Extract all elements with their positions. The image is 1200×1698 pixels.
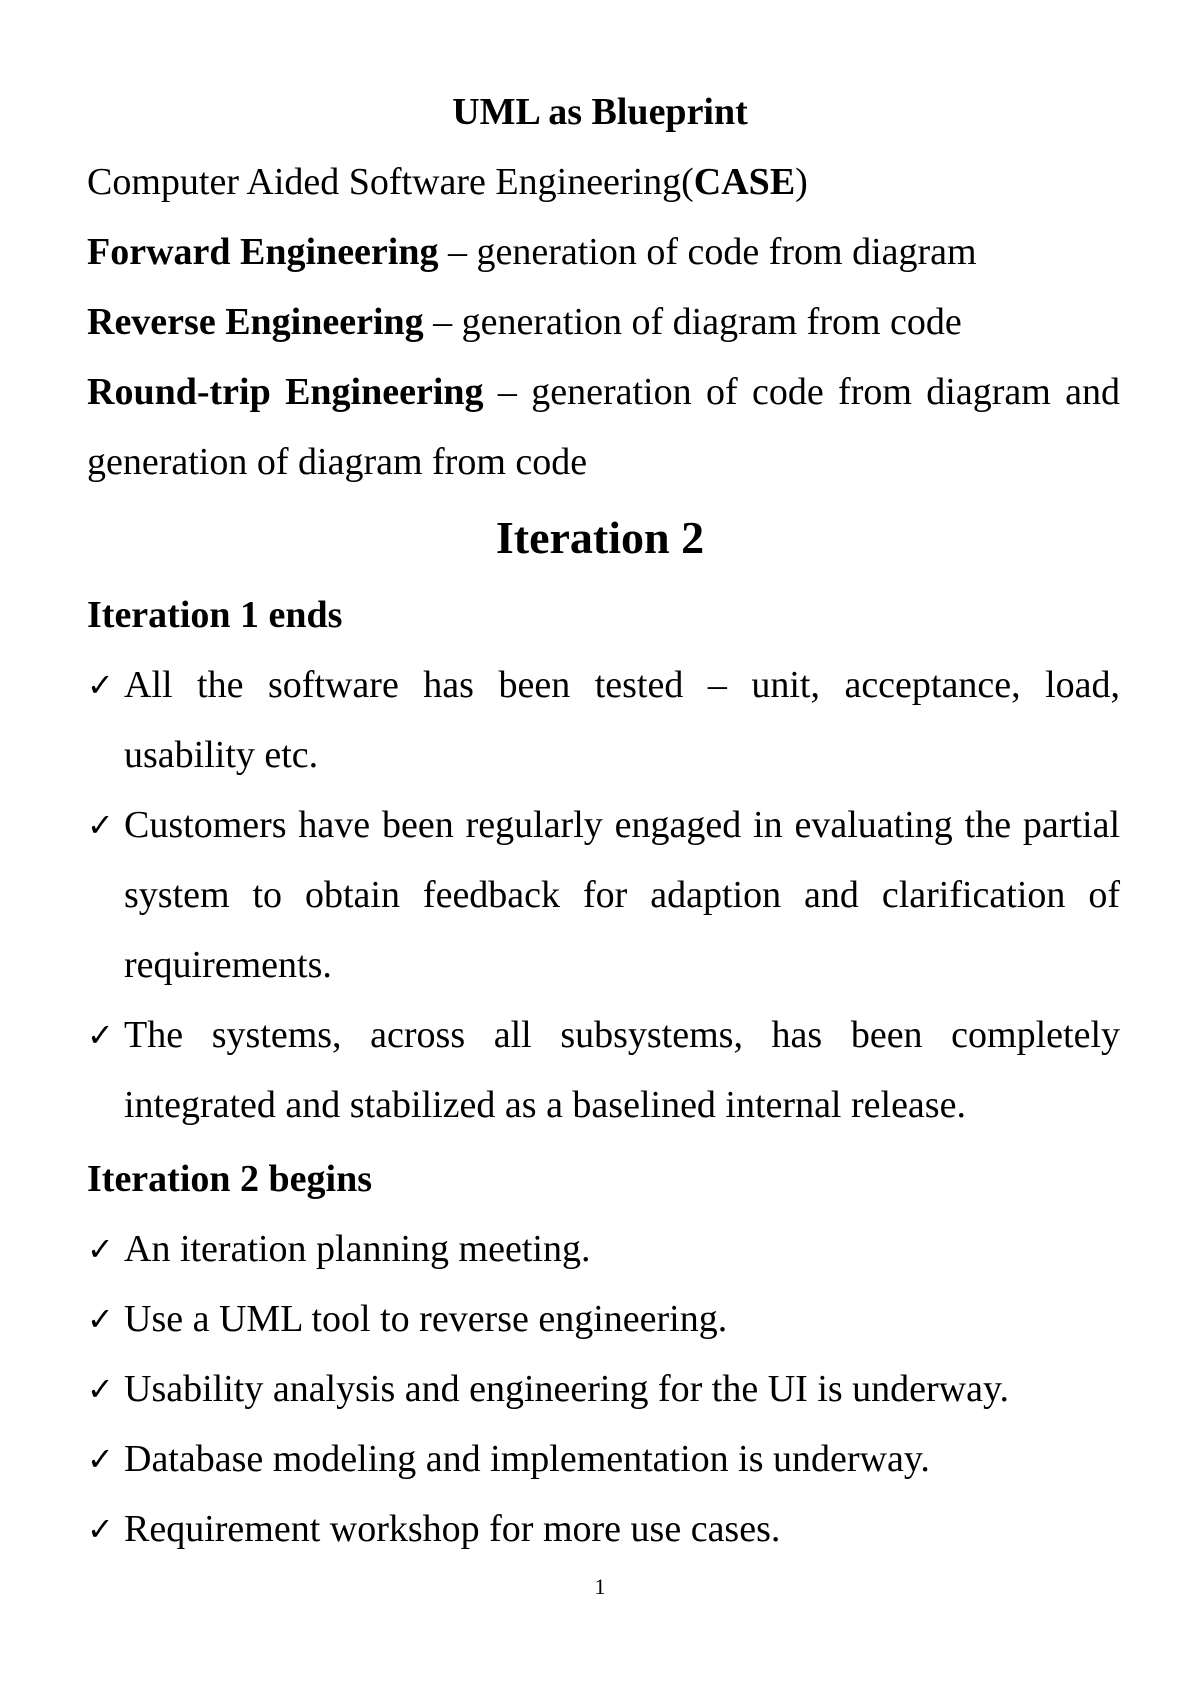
list-item xyxy=(87,1424,1120,1494)
definition-text: – generation of code from diagram xyxy=(438,231,977,273)
case-line-suffix: ) xyxy=(795,161,808,203)
section-title: Iteration 2 xyxy=(495,512,705,563)
page-number: 1 xyxy=(594,1574,606,1599)
checkmark-icon: ✓ xyxy=(87,666,114,704)
checkmark-icon: ✓ xyxy=(87,1370,114,1408)
definition-text: – generation of code from diagram and generation of diagram from code xyxy=(87,371,1120,483)
definition-term: Round-trip Engineering xyxy=(87,371,484,413)
checkmark-icon: ✓ xyxy=(87,1016,114,1054)
list-item-text: Requirement workshop for more use cases. xyxy=(124,1508,781,1550)
list-item xyxy=(87,1214,1120,1284)
definition-term: Reverse Engineering xyxy=(87,301,424,343)
case-line-prefix: Computer Aided Software Engineering( xyxy=(87,161,694,203)
list-item xyxy=(87,650,1120,790)
list-item-text: All the software has been tested – unit, acceptance, load, usability etc. xyxy=(124,664,1120,776)
list-item xyxy=(87,790,1120,1000)
definition-reverse xyxy=(87,287,1120,357)
list-item xyxy=(87,1284,1120,1354)
case-acronym: CASE xyxy=(693,161,796,203)
list-item-text: Use a UML tool to reverse engineering. xyxy=(124,1298,728,1340)
list-item-text: Customers have been regularly engaged in evaluating the partial system to obtain feedback for adaption and clarification of requirements. xyxy=(124,804,1120,986)
list-item-text: Usability analysis and engineering for the UI is underway. xyxy=(124,1368,1010,1410)
list-item-text: Database modeling and implementation is underway. xyxy=(124,1438,930,1480)
definition-text: – generation of diagram from code xyxy=(423,301,962,343)
checkmark-icon: ✓ xyxy=(87,1440,114,1478)
list-item-text: An iteration planning meeting. xyxy=(124,1228,591,1270)
document-title: UML as Blueprint xyxy=(452,91,748,133)
definition-round-trip xyxy=(87,357,1120,497)
definition-term: Forward Engineering xyxy=(87,231,439,273)
list-item xyxy=(87,1354,1120,1424)
checkmark-icon: ✓ xyxy=(87,806,114,844)
case-line xyxy=(87,147,1120,217)
checkmark-icon: ✓ xyxy=(87,1300,114,1338)
checkmark-icon: ✓ xyxy=(87,1230,114,1268)
iteration1-heading: Iteration 1 ends xyxy=(87,594,343,636)
iteration2-heading: Iteration 2 begins xyxy=(87,1158,372,1200)
list-item xyxy=(87,1494,1120,1564)
list-item xyxy=(87,1000,1120,1140)
definition-forward xyxy=(87,217,1120,287)
list-item-text: The systems, across all subsystems, has been completely integrated and stabilized as a baselined internal release. xyxy=(124,1014,1120,1126)
checkmark-icon: ✓ xyxy=(87,1510,114,1548)
